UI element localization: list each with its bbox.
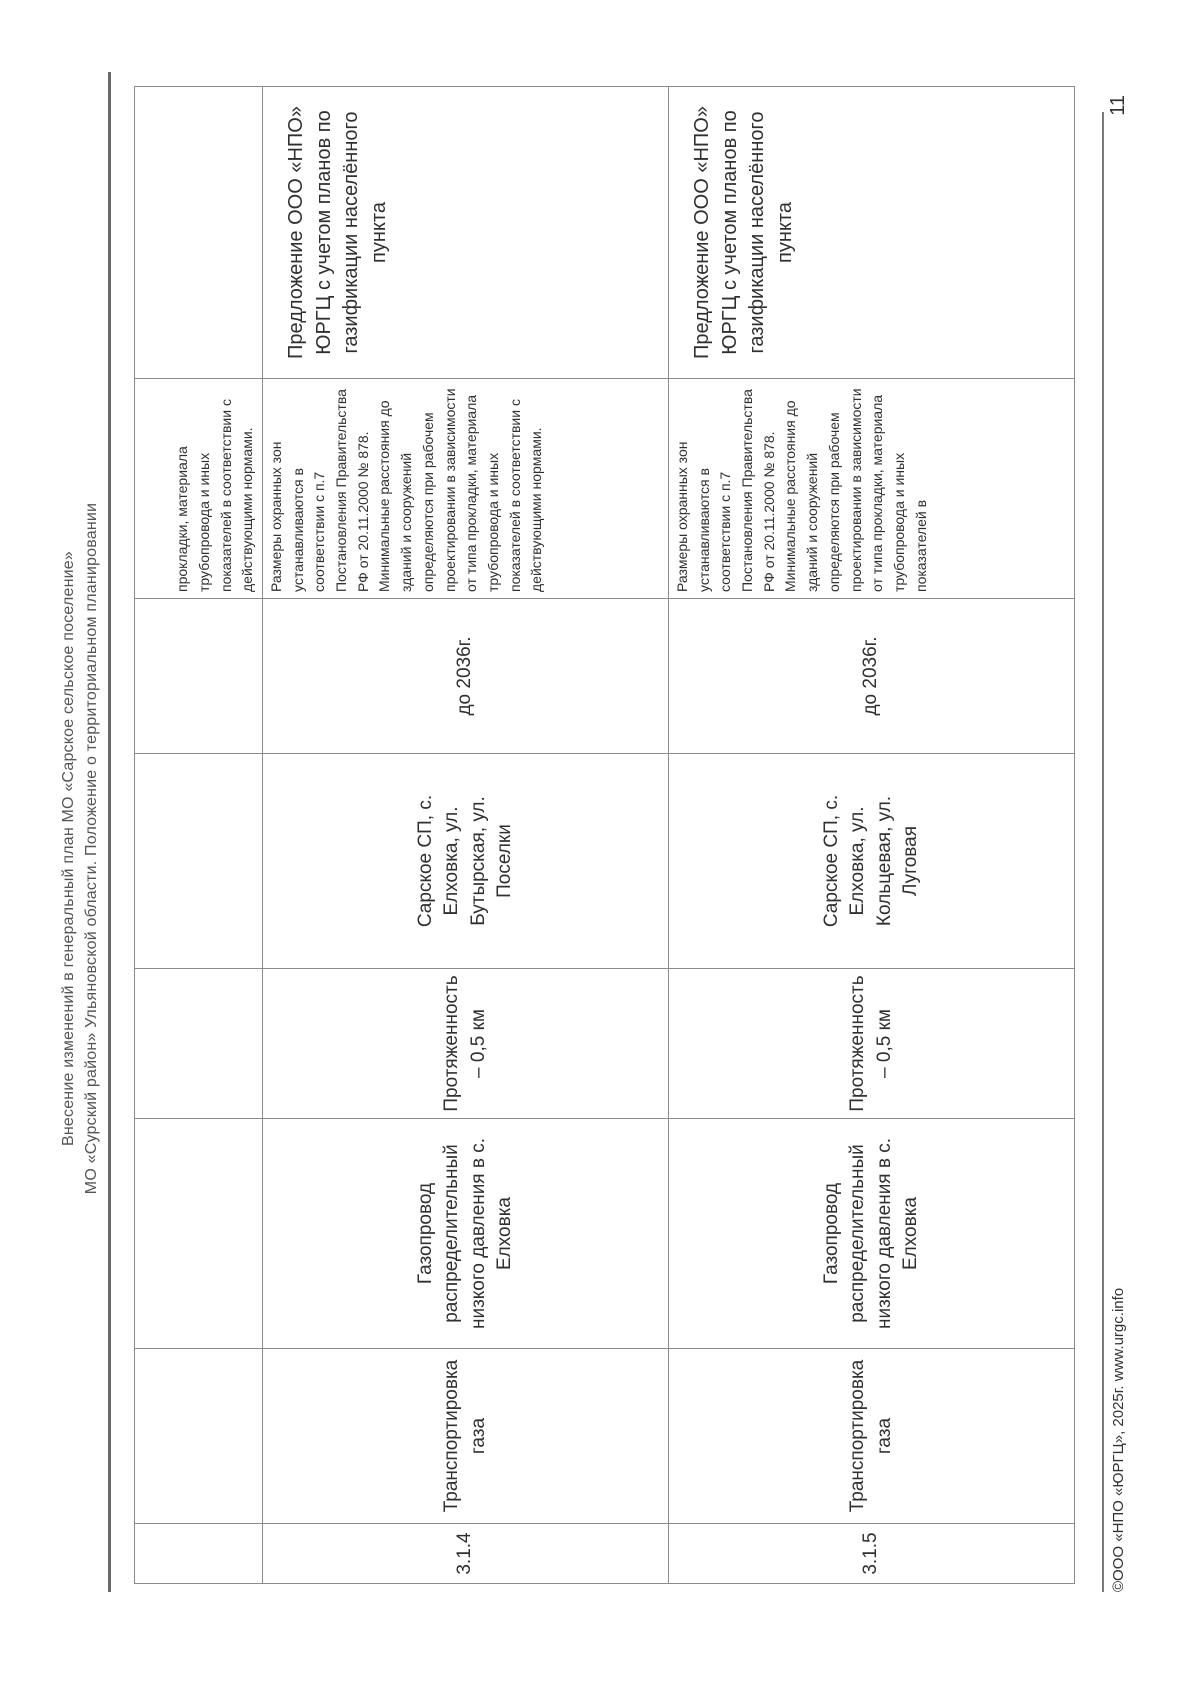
objects-table — [134, 86, 1075, 1584]
footer-divider — [1102, 112, 1104, 1592]
cell-characteristics: Протяженность – 0,5 км — [263, 969, 669, 1119]
cell-object: Газопровод распределительный низкого давления в с. Елховка — [263, 1119, 669, 1349]
cell-object: Газопровод распределительный низкого давления в с. Елховка — [669, 1119, 1075, 1349]
cell-deadline: до 2036г. — [669, 599, 1075, 754]
cell-norms: прокладки, материала трубопровода и иных показателей в соответствии с действующими нормами. — [135, 379, 263, 599]
cell-empty — [135, 1119, 263, 1349]
cell-location: Сарское СП, с. Елховка, ул. Кольцевая, ул. Луговая — [669, 754, 1075, 969]
cell-characteristics: Протяженность – 0,5 км — [669, 969, 1075, 1119]
header-line-1: Внесение изменений в генеральный план МО «Сарское сельское поселение» — [60, 551, 77, 1146]
header-line-2: МО «Сурский район» Ульяновской области. Положение о территориальном планировании — [83, 502, 100, 1195]
cell-number: 3.1.4 — [263, 1524, 669, 1584]
cell-location: Сарское СП, с. Елховка, ул. Бутырская, ул. Поселки — [263, 754, 669, 969]
cell-empty — [135, 1349, 263, 1524]
header-divider — [108, 72, 111, 1592]
page-number: 11 — [1107, 95, 1129, 116]
table-row-continued — [135, 87, 263, 1584]
cell-empty — [135, 599, 263, 754]
table-row — [263, 87, 669, 1584]
cell-number: 3.1.5 — [669, 1524, 1075, 1584]
footer-copyright: ©ООО «НПО «ЮРГЦ», 2025г. www.urgc.info — [1110, 1287, 1127, 1592]
cell-norms: Размеры охранных зон устанавливаются в соответствии с п.7 Постановления Правительства РФ от 20.11.2000 № 878. Минимальные расстояния до зданий и сооружений определяются при рабочем проектировании в зависимости от типа прокладки, материала трубопровода и иных показателей в соответствии с действующими нормами. — [263, 379, 669, 599]
cell-empty — [135, 969, 263, 1119]
cell-basis: Предложение ООО «НПО» ЮРГЦ с учетом планов по газификации населённого пункта — [263, 87, 669, 379]
cell-norms: Размеры охранных зон устанавливаются в соответствии с п.7 Постановления Правительства РФ от 20.11.2000 № 878. Минимальные расстояния до зданий и сооружений определяются при рабочем проектировании в зависимости от типа прокладки, материала трубопровода и иных показателей в — [669, 379, 1075, 599]
cell-basis: Предложение ООО «НПО» ЮРГЦ с учетом планов по газификации населённого пункта — [669, 87, 1075, 379]
cell-purpose: Транспортировка газа — [669, 1349, 1075, 1524]
cell-deadline: до 2036г. — [263, 599, 669, 754]
cell-empty — [135, 754, 263, 969]
cell-empty — [135, 1524, 263, 1584]
cell-purpose: Транспортировка газа — [263, 1349, 669, 1524]
cell-empty — [135, 87, 263, 379]
table-row — [669, 87, 1075, 1584]
